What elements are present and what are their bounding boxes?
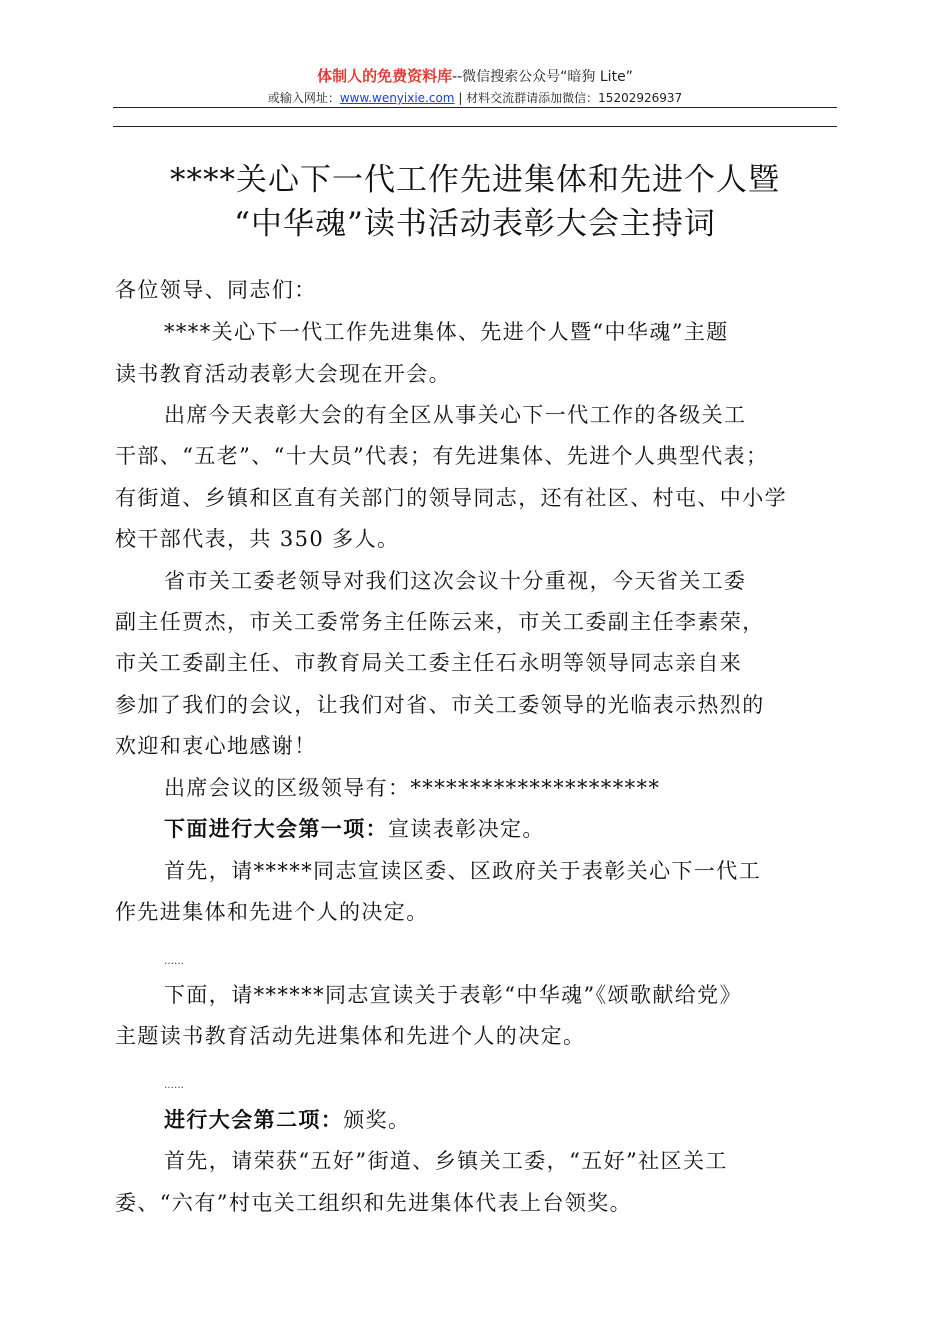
agenda-item-2 <box>164 1105 410 1135</box>
agenda-item-1-label: 下面进行大会第一项： <box>164 816 388 841</box>
body-line: 出席会议的区级领导有：********************* <box>164 776 661 800</box>
url-prefix: 或输入网址： <box>267 91 340 105</box>
ellipsis: …… <box>164 956 184 967</box>
agenda-item-1 <box>164 814 545 844</box>
agenda-item-2-label: 进行大会第二项： <box>164 1107 344 1132</box>
body-line: 市关工委副主任、市教育局关工委主任石永明等领导同志亲自来 <box>115 651 743 675</box>
body-line: 干部、“五老”、“十大员”代表；有先进集体、先进个人典型代表； <box>115 444 769 468</box>
body-line: 主题读书教育活动先进集体和先进个人的决定。 <box>115 1024 586 1048</box>
body-line: ****关心下一代工作先进集体、先进个人暨“中华魂”主题 <box>164 320 729 344</box>
agenda-item-1-text: 宣读表彰决定。 <box>388 817 545 841</box>
url-suffix: | 材料交流群请添加微信：15202926937 <box>454 91 683 105</box>
source-url-line <box>0 89 950 107</box>
body-line: 作先进集体和先进个人的决定。 <box>115 900 429 924</box>
body-line: 有街道、乡镇和区直有关部门的领导同志，还有社区、村屯、中小学 <box>115 486 787 510</box>
salutation: 各位领导、同志们： <box>115 278 317 302</box>
body-line: 副主任贾杰，市关工委常务主任陈云来，市关工委副主任李素荣， <box>115 610 765 634</box>
body-line: 校干部代表，共 350 多人。 <box>115 527 400 551</box>
source-banner <box>0 66 950 87</box>
body-line: 省市关工委老领导对我们这次会议十分重视，今天省关工委 <box>164 569 747 593</box>
body-line: 首先，请*****同志宣读区委、区政府关于表彰关心下一代工 <box>164 859 762 883</box>
body-line: 委、“六有”村屯关工组织和先进集体代表上台领奖。 <box>115 1191 633 1215</box>
doc-title-line2: “中华魂”读书活动表彰大会主持词 <box>234 206 716 242</box>
body-line: 下面，请******同志宣读关于表彰“中华魂”《颂歌献给党》 <box>164 983 742 1007</box>
header-divider-top <box>113 107 837 108</box>
body-line: 读书教育活动表彰大会现在开会。 <box>115 362 451 386</box>
body-line: 出席今天表彰大会的有全区从事关心下一代工作的各级关工 <box>164 403 747 427</box>
body-line: 欢迎和衷心地感谢！ <box>115 734 317 758</box>
header-divider-bottom <box>113 126 837 127</box>
banner-tagline: --微信搜索公众号“暗狗 Lite” <box>452 69 633 85</box>
banner-brand: 体制人的免费资料库 <box>317 67 453 85</box>
ellipsis: …… <box>164 1080 184 1091</box>
body-line: 首先，请荣获“五好”街道、乡镇关工委，“五好”社区关工 <box>164 1149 728 1173</box>
doc-title-line1: ****关心下一代工作先进集体和先进个人暨 <box>170 162 780 198</box>
body-line: 参加了我们的会议，让我们对省、市关工委领导的光临表示热烈的 <box>115 693 765 717</box>
site-link[interactable]: www.wenyixie.com <box>339 91 455 105</box>
agenda-item-2-text: 颁奖。 <box>343 1108 411 1132</box>
